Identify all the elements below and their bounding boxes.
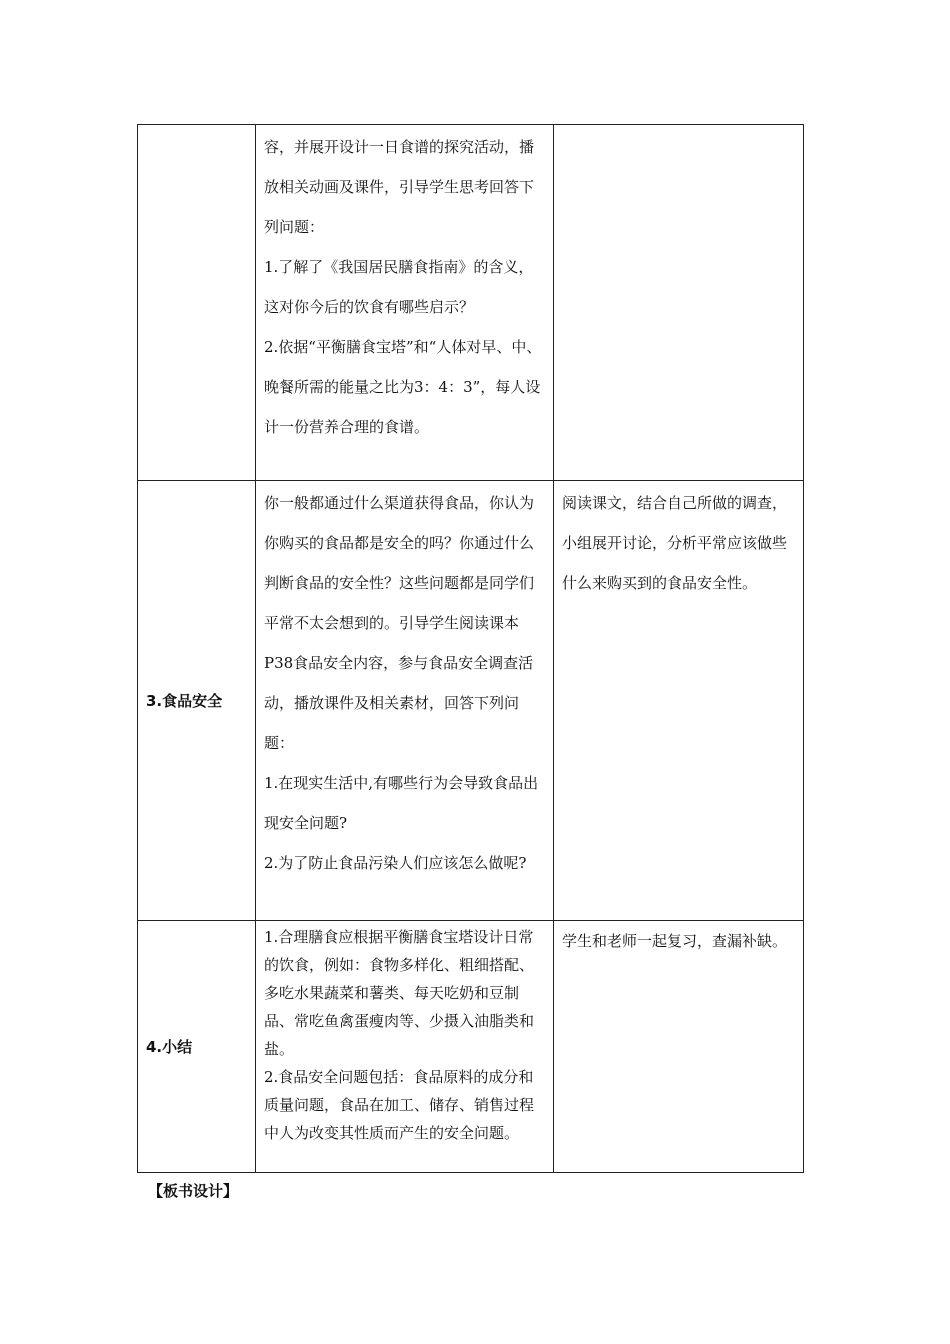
student-activity-cell: 阅读课文，结合自己所做的调查，小组展开讨论，分析平常应该做些什么来购买到的食品安全性。 xyxy=(554,481,804,921)
teacher-activity-cell xyxy=(256,481,554,921)
teacher-paragraph: 容，并展开设计一日食谱的探究活动，播放相关动画及课件，引导学生思考回答下列问题： xyxy=(264,138,535,236)
teacher-activity-cell xyxy=(256,125,554,481)
teacher-paragraph: 1.了解了《我国居民膳食指南》的含义，这对你今后的饮食有哪些启示？ xyxy=(264,258,534,316)
teacher-paragraph: 1.合理膳食应根据平衡膳食宝塔设计日常的饮食，例如：食物多样化、粗细搭配、多吃水果蔬菜和薯类、每天吃奶和豆制品、常吃鱼禽蛋瘦肉等、少摄入油脂类和盐。 xyxy=(264,928,535,1058)
stage-cell: 4.小结 xyxy=(138,921,256,1173)
stage-cell: 3.食品安全 xyxy=(138,481,256,921)
table-row xyxy=(138,125,804,481)
teacher-paragraph: 1.在现实生活中,有哪些行为会导致食品出现安全问题? xyxy=(264,774,539,832)
teacher-paragraph: 2.食品安全问题包括：食品原料的成分和质量问题，食品在加工、储存、销售过程中人为改变其性质而产生的安全问题。 xyxy=(264,1068,535,1142)
stage-cell xyxy=(138,125,256,481)
teacher-activity-cell xyxy=(256,921,554,1173)
teacher-paragraph: 2.依据“平衡膳食宝塔”和“人体对早、中、晚餐所需的能量之比为3：4：3”，每人设计一份营养合理的食谱。 xyxy=(264,338,542,436)
teacher-paragraph: 2.为了防止食品污染人们应该怎么做呢? xyxy=(264,854,527,872)
student-activity-cell: 学生和老师一起复习，查漏补缺。 xyxy=(554,921,804,1173)
table-row xyxy=(138,921,804,1173)
teacher-paragraph: 你一般都通过什么渠道获得食品，你认为你购买的食品都是安全的吗？你通过什么判断食品的安全性？这些问题都是同学们平常不太会想到的。引导学生阅读课本P38食品安全内容，参与食品安全调查活动，播放课件及相关素材，回答下列问题： xyxy=(264,494,535,752)
table-row xyxy=(138,481,804,921)
section-heading: 【板书设计】 xyxy=(148,1182,239,1200)
student-activity-cell xyxy=(554,125,804,481)
lesson-plan-table xyxy=(137,124,804,1173)
